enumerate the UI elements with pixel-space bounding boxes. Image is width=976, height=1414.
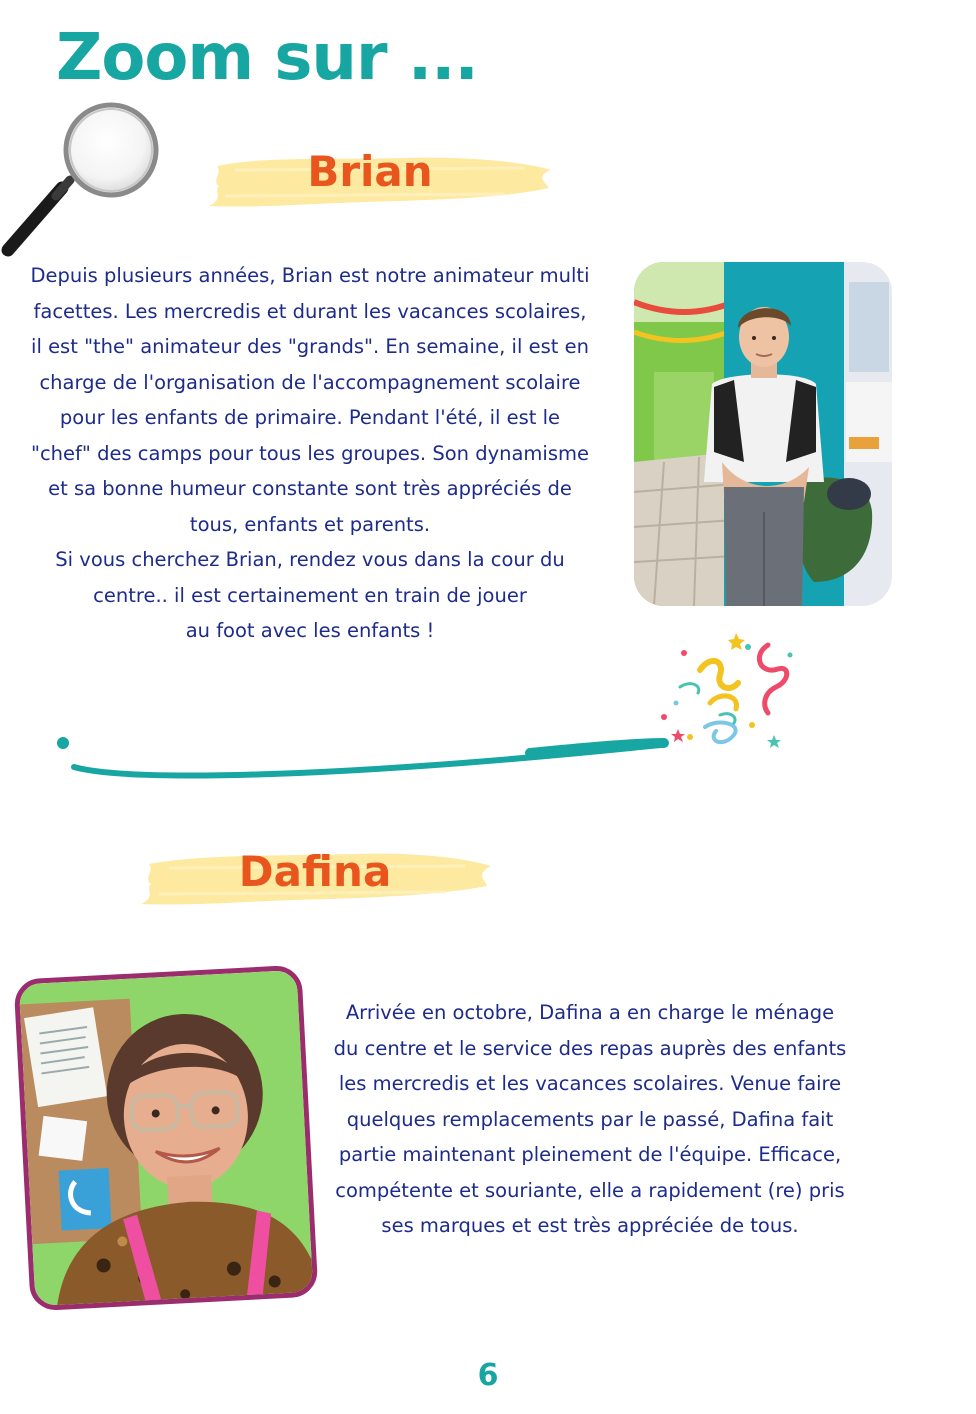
- dafina-name: Dafina: [238, 847, 392, 896]
- page-number: 6: [477, 1358, 499, 1393]
- text-line: Si vous cherchez Brian, rendez vous dans la cour du: [55, 548, 565, 571]
- brian-description: [0, 258, 620, 649]
- confetti-icon: [650, 625, 800, 765]
- text-line: quelques remplacements par le passé, Dafina fait: [346, 1107, 834, 1131]
- text-line: au foot avec les enfants !: [185, 619, 435, 642]
- text-line: il est "the" animateur des "grands". En semaine, il est en: [31, 335, 589, 358]
- decorative-swoosh: [50, 725, 680, 795]
- dafina-description: [310, 995, 870, 1244]
- text-line: "chef" des camps pour tous les groupes. Son dynamisme: [30, 441, 589, 465]
- text-line: compétente et souriante, elle a rapidement (re) pris: [335, 1178, 845, 1202]
- text-line: centre.. il est certainement en train de jouer: [93, 583, 527, 607]
- text-line: ses marques et est très appréciée de tous.: [381, 1214, 799, 1237]
- text-line: Depuis plusieurs années, Brian est notre animateur multi: [30, 264, 590, 287]
- text-line: les mercredis et les vacances scolaires. Venue faire: [338, 1072, 842, 1095]
- text-line: partie maintenant pleinement de l'équipe. Efficace,: [338, 1143, 842, 1166]
- text-line: charge de l'organisation de l'accompagnement scolaire: [39, 370, 581, 394]
- text-line: tous, enfants et parents.: [189, 512, 431, 536]
- brian-name: Brian: [307, 147, 433, 196]
- text-line: Arrivée en octobre, Dafina a en charge le ménage: [345, 1001, 835, 1024]
- dafina-photo: [14, 965, 319, 1312]
- text-line: pour les enfants de primaire. Pendant l'été, il est le: [59, 406, 561, 429]
- magnifying-glass-icon: [0, 100, 170, 270]
- text-line: et sa bonne humeur constante sont très appréciés de: [48, 477, 572, 500]
- brian-photo: [634, 262, 892, 606]
- text-line: facettes. Les mercredis et durant les vacances scolaires,: [33, 299, 587, 323]
- page-title: Zoom sur ...: [56, 21, 478, 95]
- text-line: du centre et le service des repas auprès des enfants: [333, 1036, 847, 1060]
